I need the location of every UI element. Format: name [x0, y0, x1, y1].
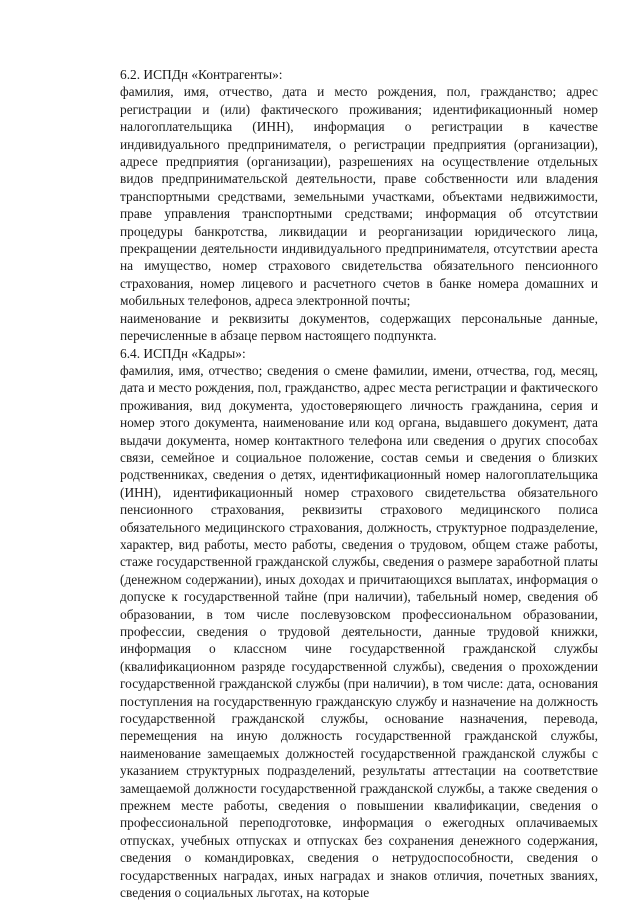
section-62-paragraph-1: фамилия, имя, отчество, дата и место рождения, пол, гражданство; адрес регистрации и (или) фактического проживания; идентификационный номер налогоплательщика (ИНН), информация о регистрации в качестве индивидуального предпринимателя, о регистрации предприятия (организации), адресе предприятия (организации), разрешениях на осуществление отдельных видов предпринимательской деятельности, праве собственности или владения транспортными средствами, земельными участками, объектами недвижимости, праве управления транспортными средствами; информация об отсутствии процедуры банкротства, ликвидации и реорганизации юридического лица, прекращении деятельности индивидуального предпринимателя, отсутствии ареста на имущество, номер страхового свидетельства обязательного пенсионного страхования, номер лицевого и расчетного счетов в банке номера домашних и мобильных телефонов, адреса электронной почты; — [120, 84, 598, 309]
section-62-paragraph-2: наименование и реквизиты документов, содержащих персональные данные, перечисленные в абзаце первом настоящего подпункта. — [120, 310, 598, 344]
section-62-heading: 6.2. ИСПДн «Контрагенты»: — [120, 67, 283, 82]
section-64-paragraph-1: фамилия, имя, отчество; сведения о смене фамилии, имени, отчества, год, месяц, дата и место рождения, пол, гражданство, адрес места регистрации и фактического проживания, вид документа, удостоверяющего личность гражданина, серия и номер этого документа, наименование или код органа, выдавшего документ, дата выдачи документа, номер контактного телефона или сведения о других способах связи, семейное и социальное положение, состав семьи и сведения о близких родственниках, сведения о детях, идентификационный номер налогоплательщика (ИНН), идентификационный номер страхового свидетельства обязательного пенсионного страхования, реквизиты страхового медицинского полиса обязательного медицинского страхования, должность, структурное подразделение, характер, вид работы, место работы, сведения о трудовом, общем стаже работы, стаже государственной гражданской службы, сведения о размере заработной платы (денежном содержании), иных доходах и причитающихся выплатах, информация о допуске к государственной тайне (при наличии), табельный номер, сведения об образовании, в том числе послевузовском профессиональном образовании, профессии, сведения о трудовой деятельности, данные трудовой книжки, информация о классном чине государственной гражданской службы (квалификационном разряде государственной службы), сведения о прохождении государственной гражданской службы (при наличии), в том числе: дата, основания поступления на государственную гражданскую службу и назначение на должность государственной гражданской службы, основание назначения, перевода, перемещения на иную должность государственной гражданской службы, наименование замещаемых должностей государственной гражданской службы с указанием структурных подразделений, результаты аттестации на соответствие замещаемой должности государственной гражданской службы, а также сведения о прежнем месте работы, сведения о повышении квалификации, сведения о профессиональной переподготовке, информация о ежегодных оплачиваемых отпусках, учебных отпусках и отпусках без сохранения денежного содержания, сведения о командировках, сведения о нетрудоспособности, сведения о государственных наградах, иных наградах и знаков отличия, почетных званиях, сведения о социальных льготах, на которые — [120, 362, 598, 901]
document-page — [120, 66, 598, 902]
section-64-heading: 6.4. ИСПДн «Кадры»: — [120, 345, 246, 361]
